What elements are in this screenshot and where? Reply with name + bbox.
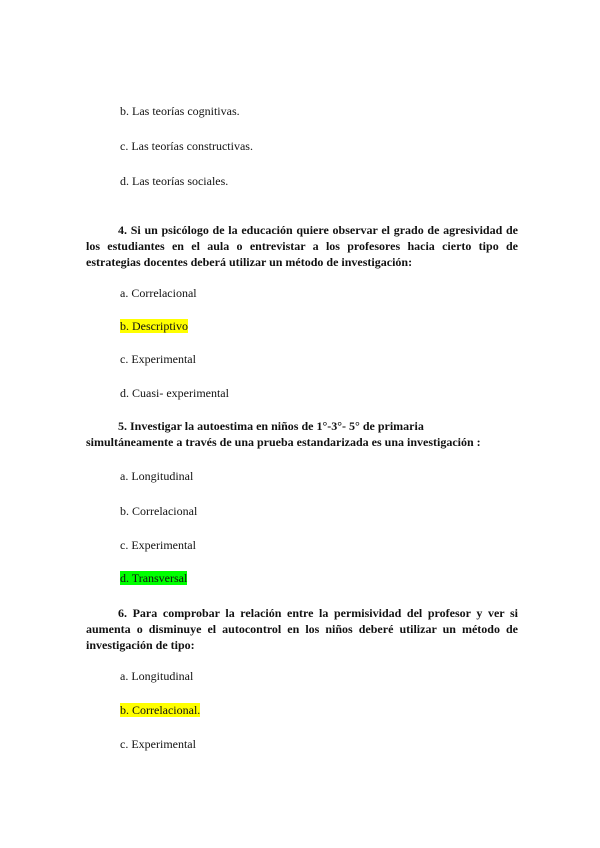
option-q4-d: d. Cuasi- experimental: [120, 386, 229, 400]
question-4-text: 4. Si un psicólogo de la educación quiere observar el grado de agresividad de los estudiantes en el aula o entrevistar a los profesores hacia cierto tipo de estrategias docentes deberá utilizar un método de investigación:: [86, 223, 518, 269]
question-6-text: 6. Para comprobar la relación entre la permisividad del profesor y ver si aumenta o disminuye el autocontrol en los niños deberé utilizar un método de investigación de tipo:: [86, 606, 518, 652]
option-q4-b: [120, 319, 188, 333]
highlighted-answer: b. Descriptivo: [120, 319, 188, 333]
option-prev-b: b. Las teorías cognitivas.: [120, 104, 240, 118]
highlighted-answer: b. Correlacional.: [120, 703, 201, 717]
option-q4-c: c. Experimental: [120, 352, 196, 366]
question-5-line-2: simultáneamente a través de una prueba estandarizada es una investigación :: [86, 435, 481, 449]
option-q6-c: c. Experimental: [120, 737, 196, 751]
option-q5-d: [120, 571, 187, 585]
question-5: [86, 418, 518, 450]
option-q5-a: a. Longitudinal: [120, 469, 194, 483]
option-q6-a: a. Longitudinal: [120, 669, 194, 683]
question-4: [86, 222, 518, 270]
option-q5-c: c. Experimental: [120, 538, 196, 552]
question-6: [86, 605, 518, 653]
option-q4-a: a. Correlacional: [120, 286, 197, 300]
option-q5-b: b. Correlacional: [120, 504, 198, 518]
question-5-line-1: 5. Investigar la autoestima en niños de 1°-3°- 5° de primaria: [118, 419, 424, 433]
option-q6-b: [120, 703, 200, 717]
highlighted-answer: d. Transversal: [120, 571, 188, 585]
option-prev-c: c. Las teorías constructivas.: [120, 139, 253, 153]
option-prev-d: d. Las teorías sociales.: [120, 174, 229, 188]
